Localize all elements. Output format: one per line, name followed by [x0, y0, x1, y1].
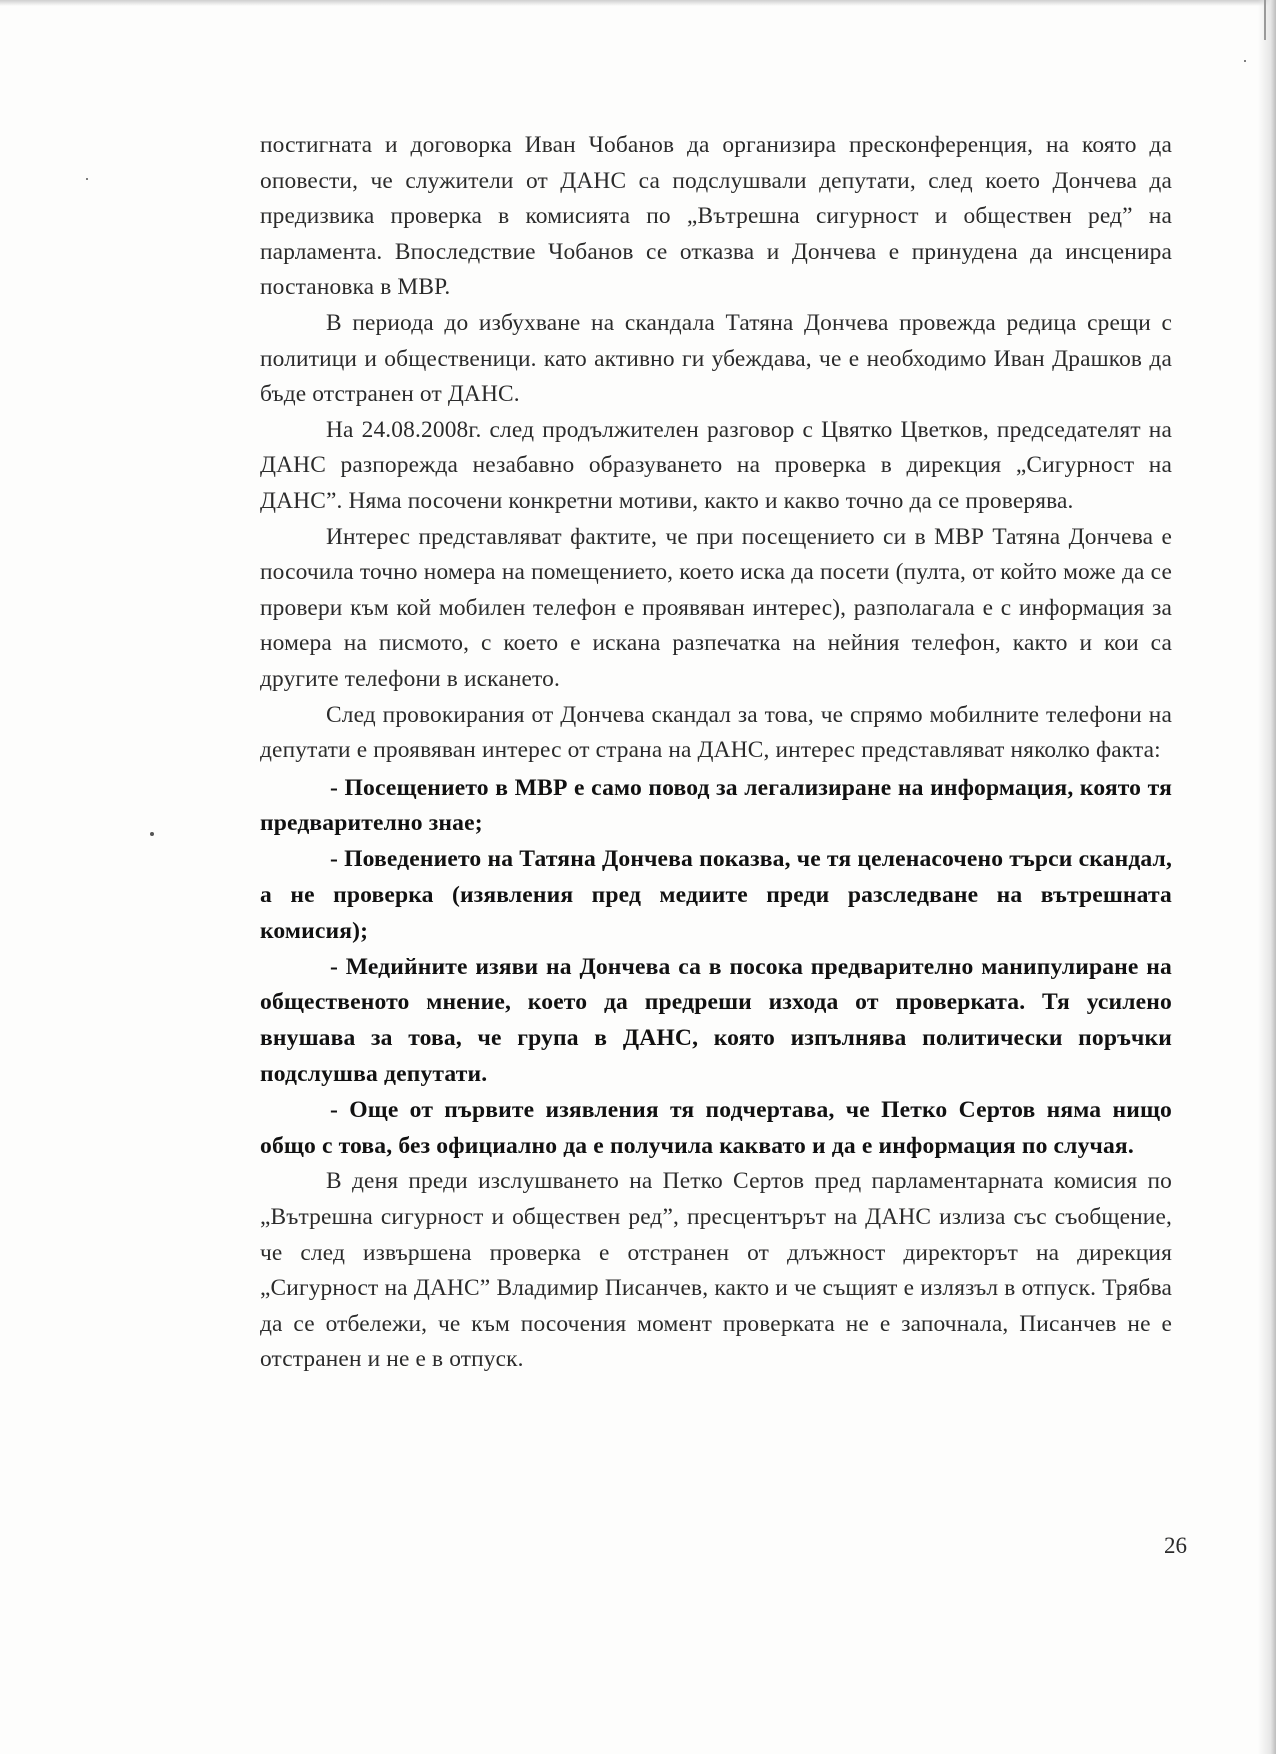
scan-top-edge: [0, 0, 1276, 6]
scan-speck: [1244, 60, 1246, 62]
paragraph-2: В периода до избухване на скандала Татяна Дончева провежда редица срещи с политици и общественици. като активно ги убеждава, че е необходимо Иван Драшков да бъде отстранен от ДАНС.: [260, 309, 1172, 408]
document-body: [260, 128, 1172, 1378]
closing-paragraph: В деня преди изслушването на Петко Сертов пред парламентарната комисия по „Вътрешна сигурност и обществен ред”, пресцентърът на ДАНС излиза със съобщение, че след извършена проверка е отстранен от длъжност директорът на дирекция „Сигурност на ДАНС” Владимир Писанчев, както и че същият е излязъл в отпуск. Трябва да се отбележи, че към посочения момент проверката не е започнала, Писанчев не е отстранен и не е в отпуск.: [260, 1168, 1172, 1373]
paragraph-4: Интерес представляват фактите, че при посещението си в МВР Татяна Дончева е посочила точно номера на помещението, което иска да посети (пулта, от който може да се провери към кой мобилен телефон е проявяван интерес), разполагала е с информация за номера на писмото, с което е искана разпечатка на нейния телефон, както и кои са другите телефони в искането.: [260, 523, 1172, 692]
bullet-item-1: - Посещението в МВР е само повод за легализиране на информация, която тя предварително знае;: [260, 774, 1172, 837]
scan-speck: [150, 832, 154, 836]
paragraph-1: постигната и договорка Иван Чобанов да организира пресконференция, на която да оповести, че служители от ДАНС са подслушвали депутати, след което Дончева да предизвика проверка в комисията по „Вътрешна сигурност и обществен ред” на парламента. Впоследствие Чобанов се отказва и Дончева е принудена да инсценира постановка в МВР.: [260, 132, 1172, 301]
bullet-item-2: - Поведението на Татяна Дончева показва, че тя целенасочено търси скандал, а не проверка (изявления пред медиите преди разследване на вътрешната комисия);: [260, 846, 1172, 944]
scan-speck: [86, 178, 88, 180]
bullet-item-3: - Медийните изяви на Дончева са в посока предварително манипулиране на общественото мнение, което да предреши изхода от проверката. Тя усилено внушава за това, че група в ДАНС, която изпълнява политически поръчки подслушва депутати.: [260, 953, 1172, 1088]
bullet-item-4: - Още от първите изявления тя подчертава, че Петко Сертов няма нищо общо с това, без официално да е получила каквато и да е информация по случая.: [260, 1096, 1172, 1159]
page-number: 26: [1164, 1533, 1187, 1558]
paragraph-5: След провокирания от Дончева скандал за това, че спрямо мобилните телефони на депутати е проявяван интерес от страна на ДАНС, интерес представляват няколко факта:: [260, 701, 1172, 764]
paragraph-3: На 24.08.2008г. след продължителен разговор с Цвятко Цветков, председателят на ДАНС разпорежда незабавно образуването на проверка в дирекция „Сигурност на ДАНС”. Няма посочени конкретни мотиви, както и какво точно да се проверява.: [260, 416, 1172, 514]
scan-corner-mark: [1264, 0, 1266, 40]
scan-right-edge: [1258, 0, 1276, 1754]
